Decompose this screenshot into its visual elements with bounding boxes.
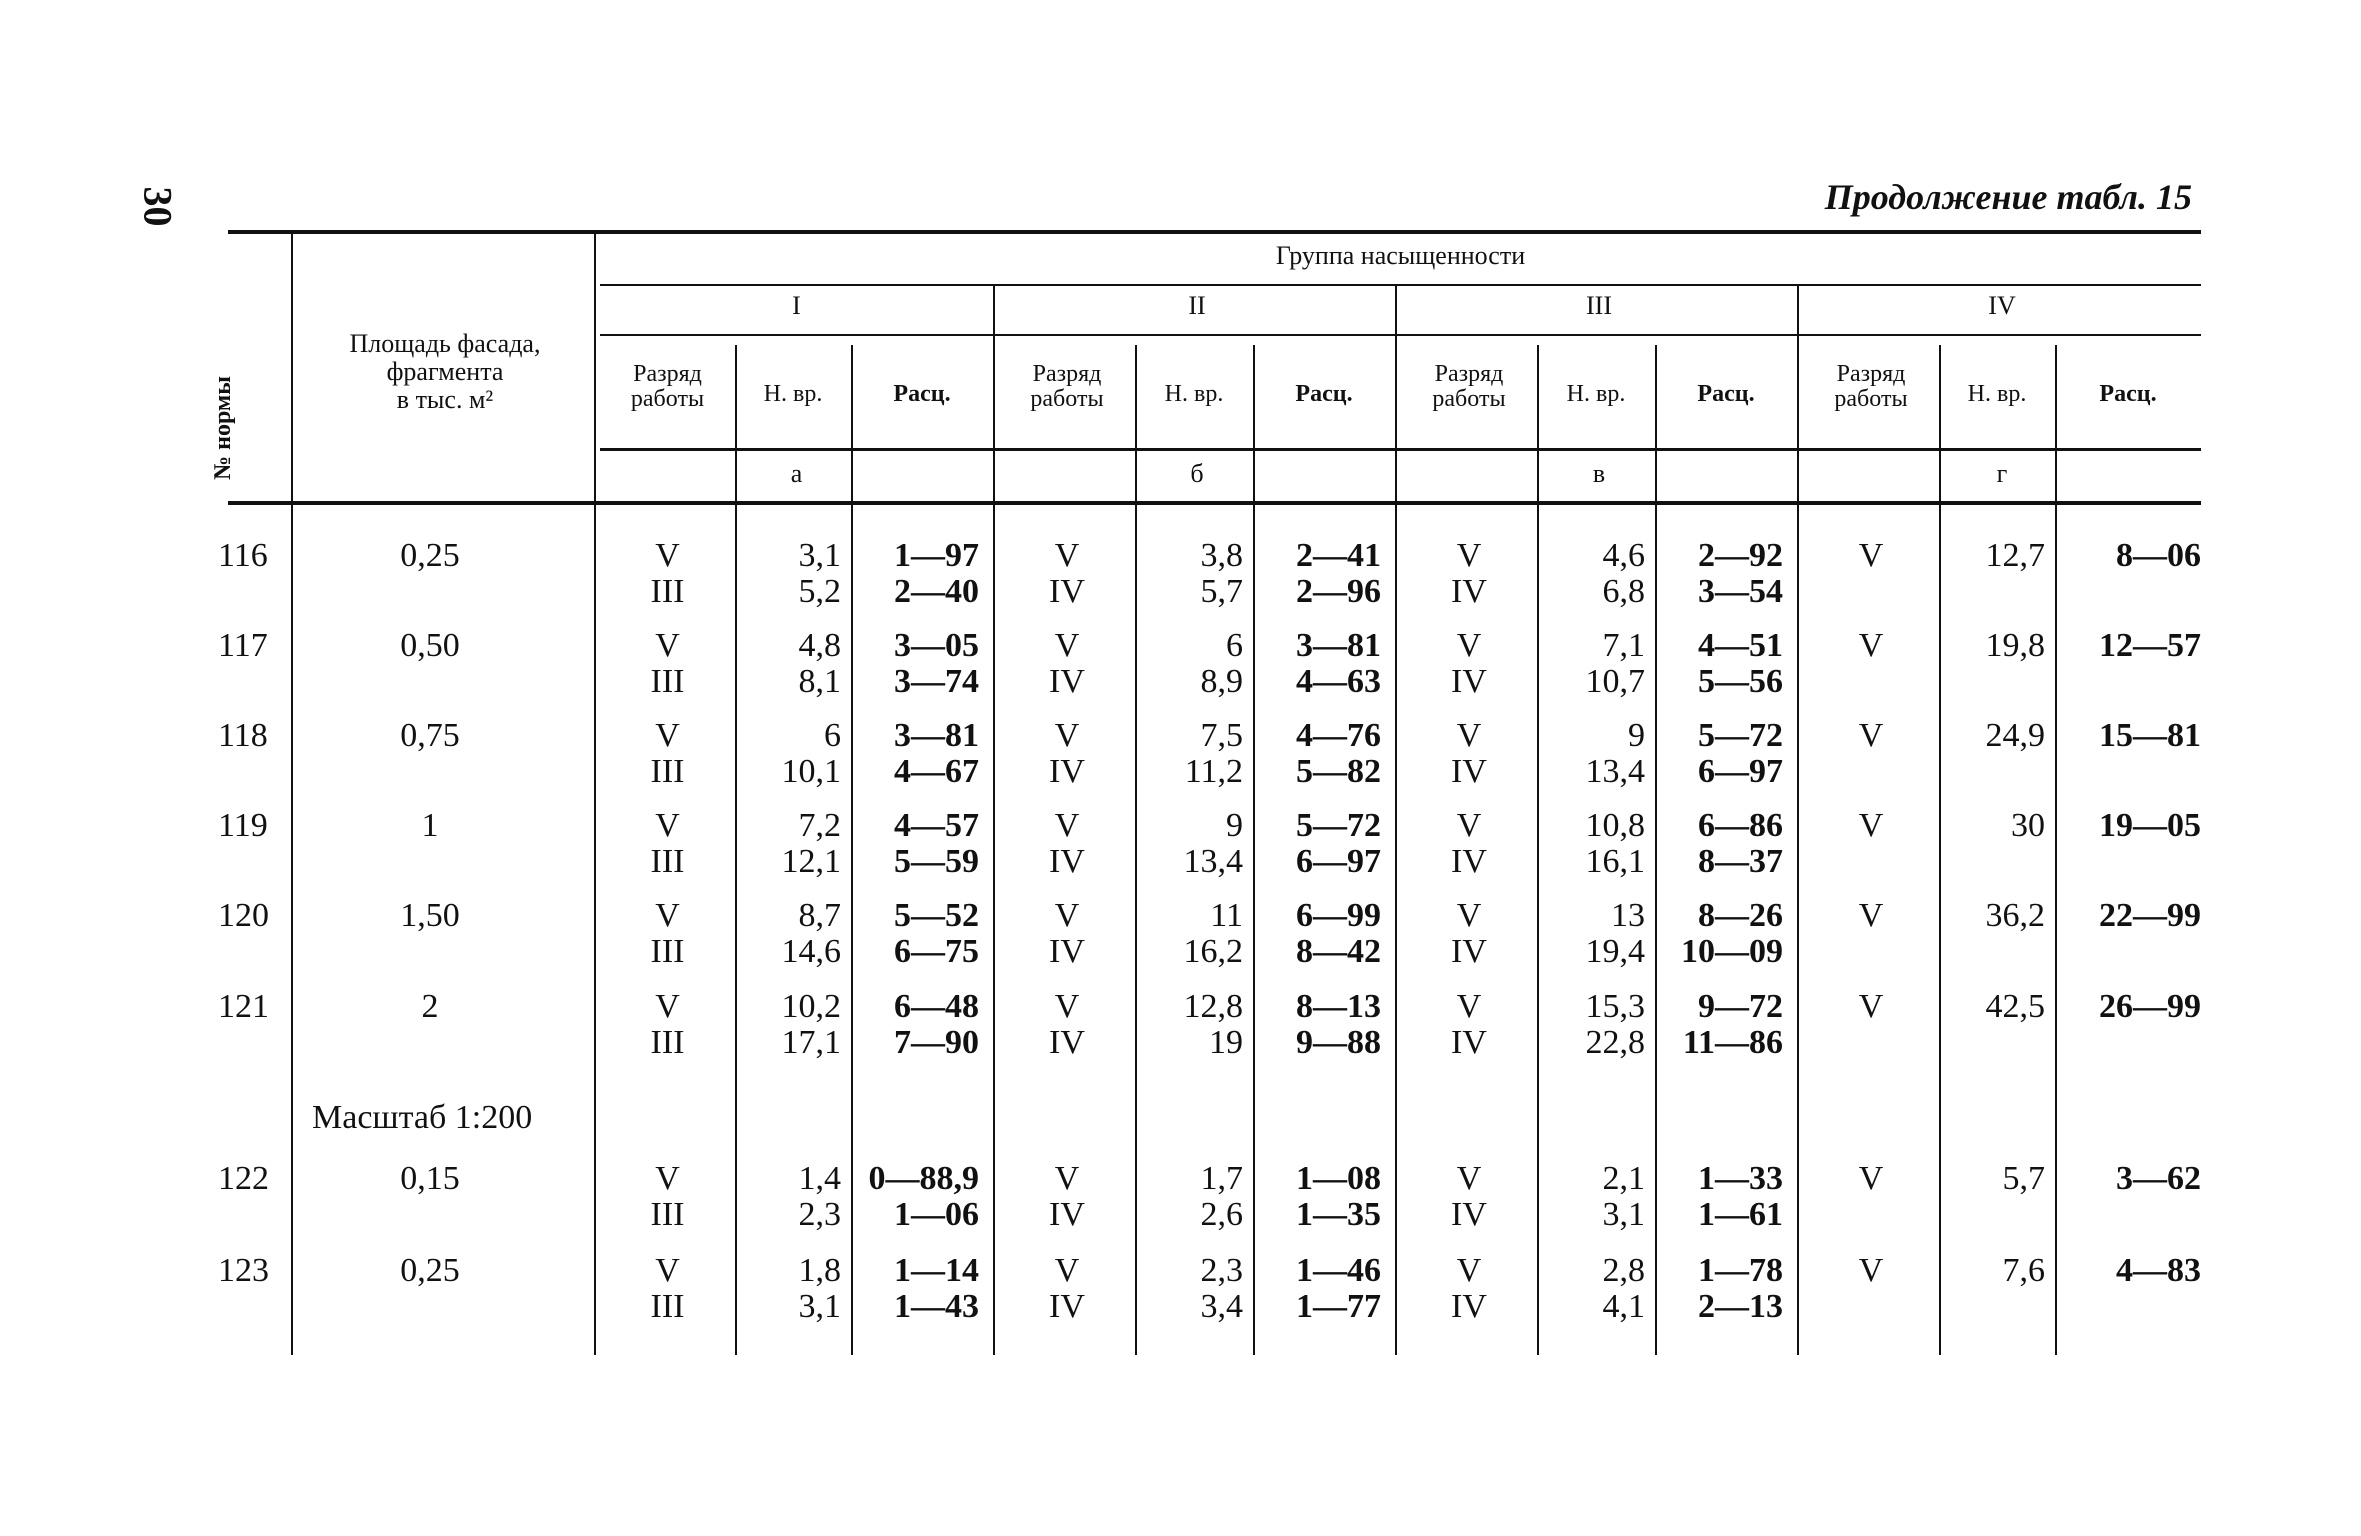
row-123-g1-grade-2: III (650, 1288, 685, 1325)
row-118-g1-rate-1: 3—81 (894, 717, 979, 754)
col-rule-norm (291, 230, 293, 1355)
row-119-g1-rate-2: 5—59 (894, 843, 979, 880)
row-122-area: 0,15 (400, 1160, 460, 1197)
row-120-norm: 120 (218, 897, 269, 934)
row-123-g4-grade: V (1858, 1252, 1884, 1289)
group-4-letter: г (1996, 459, 2008, 488)
row-122-g2-rate-1: 1—08 (1296, 1160, 1381, 1197)
group-4-roman: IV (1988, 291, 2016, 320)
row-118-g1-rate-2: 4—67 (894, 753, 979, 790)
row-120-g3-time-2: 19,4 (1585, 933, 1645, 970)
group-title-rule (600, 284, 2201, 286)
row-118-g3-time-1: 9 (1628, 717, 1645, 754)
row-120-g1-time-1: 8,7 (798, 897, 841, 934)
row-122-g2-grade-2: IV (1049, 1196, 1085, 1233)
row-116-g3-time-2: 6,8 (1602, 573, 1645, 610)
row-122-g2-time-1: 1,7 (1200, 1160, 1243, 1197)
row-117-g2-rate-1: 3—81 (1296, 627, 1381, 664)
group-2-time-header: Н. вр. (1164, 381, 1224, 407)
row-123-norm: 123 (218, 1252, 269, 1289)
row-120-g2-rate-2: 8—42 (1296, 933, 1381, 970)
row-117-g2-time-1: 6 (1226, 627, 1243, 664)
row-118-g1-grade-1: V (655, 717, 680, 754)
group-1-roman: I (792, 291, 801, 320)
row-118-g1-grade-2: III (650, 753, 685, 790)
row-116-g4-time: 12,7 (1985, 537, 2045, 574)
row-116-g2-grade-2: IV (1049, 573, 1085, 610)
row-118-g2-rate-1: 4—76 (1296, 717, 1381, 754)
row-116-g1-rate-2: 2—40 (894, 573, 979, 610)
row-117-g1-time-2: 8,1 (798, 663, 841, 700)
row-118-g2-time-1: 7,5 (1200, 717, 1243, 754)
col-rule-g1 (993, 284, 995, 1355)
row-120-area: 1,50 (400, 897, 460, 934)
row-123-g2-time-2: 3,4 (1200, 1288, 1243, 1325)
row-117-g1-rate-2: 3—74 (894, 663, 979, 700)
row-120-g2-time-2: 16,2 (1183, 933, 1243, 970)
row-117-g2-rate-2: 4—63 (1296, 663, 1381, 700)
group-3-grade-header: Разряд работы (1432, 361, 1506, 412)
row-119-g3-rate-2: 8—37 (1698, 843, 1783, 880)
row-116-g4-grade: V (1858, 537, 1884, 574)
row-117-g2-grade-2: IV (1049, 663, 1085, 700)
row-117-g1-rate-1: 3—05 (894, 627, 979, 664)
row-122-g2-rate-2: 1—35 (1296, 1196, 1381, 1233)
row-116-g2-grade-1: V (1054, 537, 1080, 574)
row-121-g1-time-2: 17,1 (781, 1024, 841, 1061)
row-118-g4-time: 24,9 (1985, 717, 2045, 754)
row-122-g1-time-2: 2,3 (798, 1196, 841, 1233)
row-123-g4-time: 7,6 (2002, 1252, 2045, 1289)
row-121-g2-time-2: 19 (1209, 1024, 1243, 1061)
row-117-g3-rate-2: 5—56 (1698, 663, 1783, 700)
area-col-title (300, 330, 590, 414)
group-1-rate-header: Расц. (893, 381, 951, 407)
row-116-g3-rate-2: 3—54 (1698, 573, 1783, 610)
row-121-norm: 121 (218, 988, 269, 1025)
row-119-g4-rate: 19—05 (2099, 807, 2201, 844)
row-117-g3-grade-2: IV (1451, 663, 1487, 700)
row-121-g3-rate-1: 9—72 (1698, 988, 1783, 1025)
group-2-grade-header: Разряд работы (1030, 361, 1104, 412)
row-118-g1-time-1: 6 (824, 717, 841, 754)
row-120-g3-rate-2: 10—09 (1681, 933, 1783, 970)
row-120-g1-rate-1: 5—52 (894, 897, 979, 934)
row-120-g4-time: 36,2 (1985, 897, 2045, 934)
row-117-g3-rate-1: 4—51 (1698, 627, 1783, 664)
row-123-g1-rate-1: 1—14 (894, 1252, 979, 1289)
row-123-g2-grade-1: V (1054, 1252, 1080, 1289)
row-121-g4-grade: V (1858, 988, 1884, 1025)
col-rule-g4-a (1939, 345, 1941, 1355)
continuation-title: Продолжение табл. 15 (1824, 177, 2192, 217)
row-117-g4-rate: 12—57 (2099, 627, 2201, 664)
row-120-g1-grade-2: III (650, 933, 685, 970)
row-120-g3-time-1: 13 (1611, 897, 1645, 934)
row-123-g4-rate: 4—83 (2116, 1252, 2201, 1289)
row-117-g1-time-1: 4,8 (798, 627, 841, 664)
col-rule-g2 (1395, 284, 1397, 1355)
col-rule-g1-b (851, 345, 853, 1355)
col-rule-g1-a (735, 345, 737, 1355)
row-123-g2-rate-1: 1—46 (1296, 1252, 1381, 1289)
group-1-letter: а (790, 459, 803, 488)
col-rule-area (594, 230, 596, 1355)
row-121-g4-rate: 26—99 (2099, 988, 2201, 1025)
row-121-g3-rate-2: 11—86 (1682, 1024, 1783, 1061)
row-122-g3-time-2: 3,1 (1602, 1196, 1645, 1233)
row-117-g2-time-2: 8,9 (1200, 663, 1243, 700)
row-116-g2-time-2: 5,7 (1200, 573, 1243, 610)
row-122-g4-time: 5,7 (2002, 1160, 2045, 1197)
row-122-g3-grade-1: V (1456, 1160, 1482, 1197)
row-118-g3-rate-2: 6—97 (1698, 753, 1783, 790)
row-117-g1-grade-2: III (650, 663, 685, 700)
row-116-g4-rate: 8—06 (2116, 537, 2201, 574)
row-119-g1-grade-2: III (650, 843, 685, 880)
row-119-g2-rate-1: 5—72 (1296, 807, 1381, 844)
row-119-g3-grade-2: IV (1451, 843, 1487, 880)
row-123-g2-grade-2: IV (1049, 1288, 1085, 1325)
col-rule-g4-b (2055, 345, 2057, 1355)
row-120-g4-grade: V (1858, 897, 1884, 934)
row-119-g2-rate-2: 6—97 (1296, 843, 1381, 880)
group-2-letter: б (1190, 459, 1204, 488)
row-116-norm: 116 (218, 537, 268, 574)
row-116-g2-rate-1: 2—41 (1296, 537, 1381, 574)
row-119-area: 1 (421, 807, 439, 844)
row-118-g4-grade: V (1858, 717, 1884, 754)
row-118-g2-grade-2: IV (1049, 753, 1085, 790)
row-122-g3-grade-2: IV (1451, 1196, 1487, 1233)
row-123-g3-rate-1: 1—78 (1698, 1252, 1783, 1289)
row-121-g2-grade-1: V (1054, 988, 1080, 1025)
row-118-g3-rate-1: 5—72 (1698, 717, 1783, 754)
row-116-g3-rate-1: 2—92 (1698, 537, 1783, 574)
row-117-area: 0,50 (400, 627, 460, 664)
row-119-g3-grade-1: V (1456, 807, 1482, 844)
row-116-g2-time-1: 3,8 (1200, 537, 1243, 574)
col-rule-g3-a (1537, 345, 1539, 1355)
row-118-area: 0,75 (400, 717, 460, 754)
row-117-g2-grade-1: V (1054, 627, 1080, 664)
row-119-g4-time: 30 (2011, 807, 2045, 844)
row-116-area: 0,25 (400, 537, 460, 574)
row-122-g2-time-2: 2,6 (1200, 1196, 1243, 1233)
row-123-g3-grade-1: V (1456, 1252, 1482, 1289)
norm-col-title: № нормы (210, 375, 236, 480)
row-122-g3-rate-1: 1—33 (1698, 1160, 1783, 1197)
group-1-time-header: Н. вр. (763, 381, 823, 407)
group-4-rate-header: Расц. (2099, 381, 2157, 407)
subheader-rule (600, 448, 2201, 451)
group-3-roman: III (1586, 291, 1612, 320)
row-121-g2-rate-2: 9—88 (1296, 1024, 1381, 1061)
group-4-time-header: Н. вр. (1967, 381, 2027, 407)
row-121-g2-rate-1: 8—13 (1296, 988, 1381, 1025)
area-col-title-line-3: в тыс. м² (396, 385, 494, 414)
row-119-g2-grade-2: IV (1049, 843, 1085, 880)
row-121-area: 2 (421, 988, 439, 1025)
row-117-norm: 117 (218, 627, 268, 664)
group-3-letter: в (1592, 459, 1606, 488)
row-121-g3-time-2: 22,8 (1585, 1024, 1645, 1061)
row-119-g1-rate-1: 4—57 (894, 807, 979, 844)
row-120-g2-rate-1: 6—99 (1296, 897, 1381, 934)
row-122-g2-grade-1: V (1054, 1160, 1080, 1197)
row-122-g1-rate-1: 0—88,9 (868, 1160, 979, 1197)
row-122-g3-time-1: 2,1 (1602, 1160, 1645, 1197)
row-120-g1-rate-2: 6—75 (894, 933, 979, 970)
row-116-g1-time-2: 5,2 (798, 573, 841, 610)
row-118-g2-rate-2: 5—82 (1296, 753, 1381, 790)
row-121-g3-grade-1: V (1456, 988, 1482, 1025)
row-121-g1-rate-2: 7—90 (894, 1024, 979, 1061)
row-118-g3-grade-2: IV (1451, 753, 1487, 790)
row-120-g2-time-1: 11 (1210, 897, 1243, 934)
row-123-area: 0,25 (400, 1252, 460, 1289)
row-118-g2-grade-1: V (1054, 717, 1080, 754)
row-120-g4-rate: 22—99 (2099, 897, 2201, 934)
row-118-g1-time-2: 10,1 (781, 753, 841, 790)
row-119-norm: 119 (218, 807, 268, 844)
group-roman-rule (600, 334, 2201, 336)
row-116-g1-grade-2: III (650, 573, 685, 610)
row-116-g3-grade-1: V (1456, 537, 1482, 574)
row-117-g1-grade-1: V (655, 627, 680, 664)
row-116-g1-time-1: 3,1 (798, 537, 841, 574)
group-2-roman: II (1188, 291, 1206, 320)
row-116-g3-grade-2: IV (1451, 573, 1487, 610)
row-121-g1-grade-2: III (650, 1024, 685, 1061)
row-122-g1-grade-2: III (650, 1196, 685, 1233)
group-3-time-header: Н. вр. (1566, 381, 1626, 407)
row-121-g1-grade-1: V (655, 988, 680, 1025)
row-123-g1-time-2: 3,1 (798, 1288, 841, 1325)
row-119-g4-grade: V (1858, 807, 1884, 844)
row-120-g3-rate-1: 8—26 (1698, 897, 1783, 934)
row-122-g4-grade: V (1858, 1160, 1884, 1197)
row-122-g1-grade-1: V (655, 1160, 680, 1197)
row-119-g3-time-2: 16,1 (1585, 843, 1645, 880)
col-rule-g2-b (1253, 345, 1255, 1355)
row-117-g3-time-2: 10,7 (1585, 663, 1645, 700)
row-123-g2-time-1: 2,3 (1200, 1252, 1243, 1289)
row-122-g3-rate-2: 1—61 (1698, 1196, 1783, 1233)
row-121-g2-grade-2: IV (1049, 1024, 1085, 1061)
row-123-g3-time-1: 2,8 (1602, 1252, 1645, 1289)
row-116-g1-rate-1: 1—97 (894, 537, 979, 574)
row-117-g3-time-1: 7,1 (1602, 627, 1645, 664)
row-121-g2-time-1: 12,8 (1183, 988, 1243, 1025)
row-123-g3-time-2: 4,1 (1602, 1288, 1645, 1325)
row-121-g4-time: 42,5 (1985, 988, 2045, 1025)
row-118-g3-time-2: 13,4 (1585, 753, 1645, 790)
row-120-g2-grade-1: V (1054, 897, 1080, 934)
group-2-rate-header: Расц. (1295, 381, 1353, 407)
row-123-g1-time-1: 1,8 (798, 1252, 841, 1289)
row-118-g4-rate: 15—81 (2099, 717, 2201, 754)
row-119-g3-rate-1: 6—86 (1698, 807, 1783, 844)
row-118-g2-time-2: 11,2 (1184, 753, 1243, 790)
row-119-g1-time-2: 12,1 (781, 843, 841, 880)
row-123-g3-grade-2: IV (1451, 1288, 1487, 1325)
row-119-g2-grade-1: V (1054, 807, 1080, 844)
scale-note: Масштаб 1:200 (312, 1099, 533, 1136)
group-title: Группа насыщенности (1275, 241, 1526, 270)
row-119-g1-time-1: 7,2 (798, 807, 841, 844)
table-top-rule (228, 230, 2201, 234)
row-119-g3-time-1: 10,8 (1585, 807, 1645, 844)
group-1-grade-header: Разряд работы (630, 361, 705, 412)
col-rule-g2-a (1135, 345, 1137, 1355)
row-120-g1-time-2: 14,6 (781, 933, 841, 970)
row-123-g1-rate-2: 1—43 (894, 1288, 979, 1325)
row-121-g1-rate-1: 6—48 (894, 988, 979, 1025)
col-rule-g3-b (1655, 345, 1657, 1355)
area-col-title-line-1: Площадь фасада, (349, 329, 541, 358)
row-118-g3-grade-1: V (1456, 717, 1482, 754)
row-122-norm: 122 (218, 1160, 269, 1197)
row-119-g1-grade-1: V (655, 807, 680, 844)
row-117-g3-grade-1: V (1456, 627, 1482, 664)
row-123-g3-rate-2: 2—13 (1698, 1288, 1783, 1325)
header-bottom-rule (228, 501, 2201, 505)
row-121-g3-time-1: 15,3 (1585, 988, 1645, 1025)
row-117-g4-time: 19,8 (1985, 627, 2045, 664)
row-123-g1-grade-1: V (655, 1252, 680, 1289)
row-122-g1-rate-2: 1—06 (894, 1196, 979, 1233)
row-119-g2-time-2: 13,4 (1183, 843, 1243, 880)
row-120-g2-grade-2: IV (1049, 933, 1085, 970)
row-121-g1-time-1: 10,2 (781, 988, 841, 1025)
area-col-title-line-2: фрагмента (386, 357, 504, 386)
row-116-g2-rate-2: 2—96 (1296, 573, 1381, 610)
group-4-grade-header: Разряд работы (1834, 361, 1908, 412)
row-122-g4-rate: 3—62 (2116, 1160, 2201, 1197)
row-120-g3-grade-1: V (1456, 897, 1482, 934)
col-rule-g3 (1797, 284, 1799, 1355)
row-120-g1-grade-1: V (655, 897, 680, 934)
row-116-g1-grade-1: V (655, 537, 680, 574)
group-3-rate-header: Расц. (1697, 381, 1755, 407)
row-120-g3-grade-2: IV (1451, 933, 1487, 970)
row-119-g2-time-1: 9 (1226, 807, 1243, 844)
row-117-g4-grade: V (1858, 627, 1884, 664)
row-116-g3-time-1: 4,6 (1602, 537, 1645, 574)
row-118-norm: 118 (218, 717, 268, 754)
row-122-g1-time-1: 1,4 (798, 1160, 841, 1197)
row-123-g2-rate-2: 1—77 (1296, 1288, 1381, 1325)
row-121-g3-grade-2: IV (1451, 1024, 1487, 1061)
page-number: 30 (135, 186, 181, 227)
